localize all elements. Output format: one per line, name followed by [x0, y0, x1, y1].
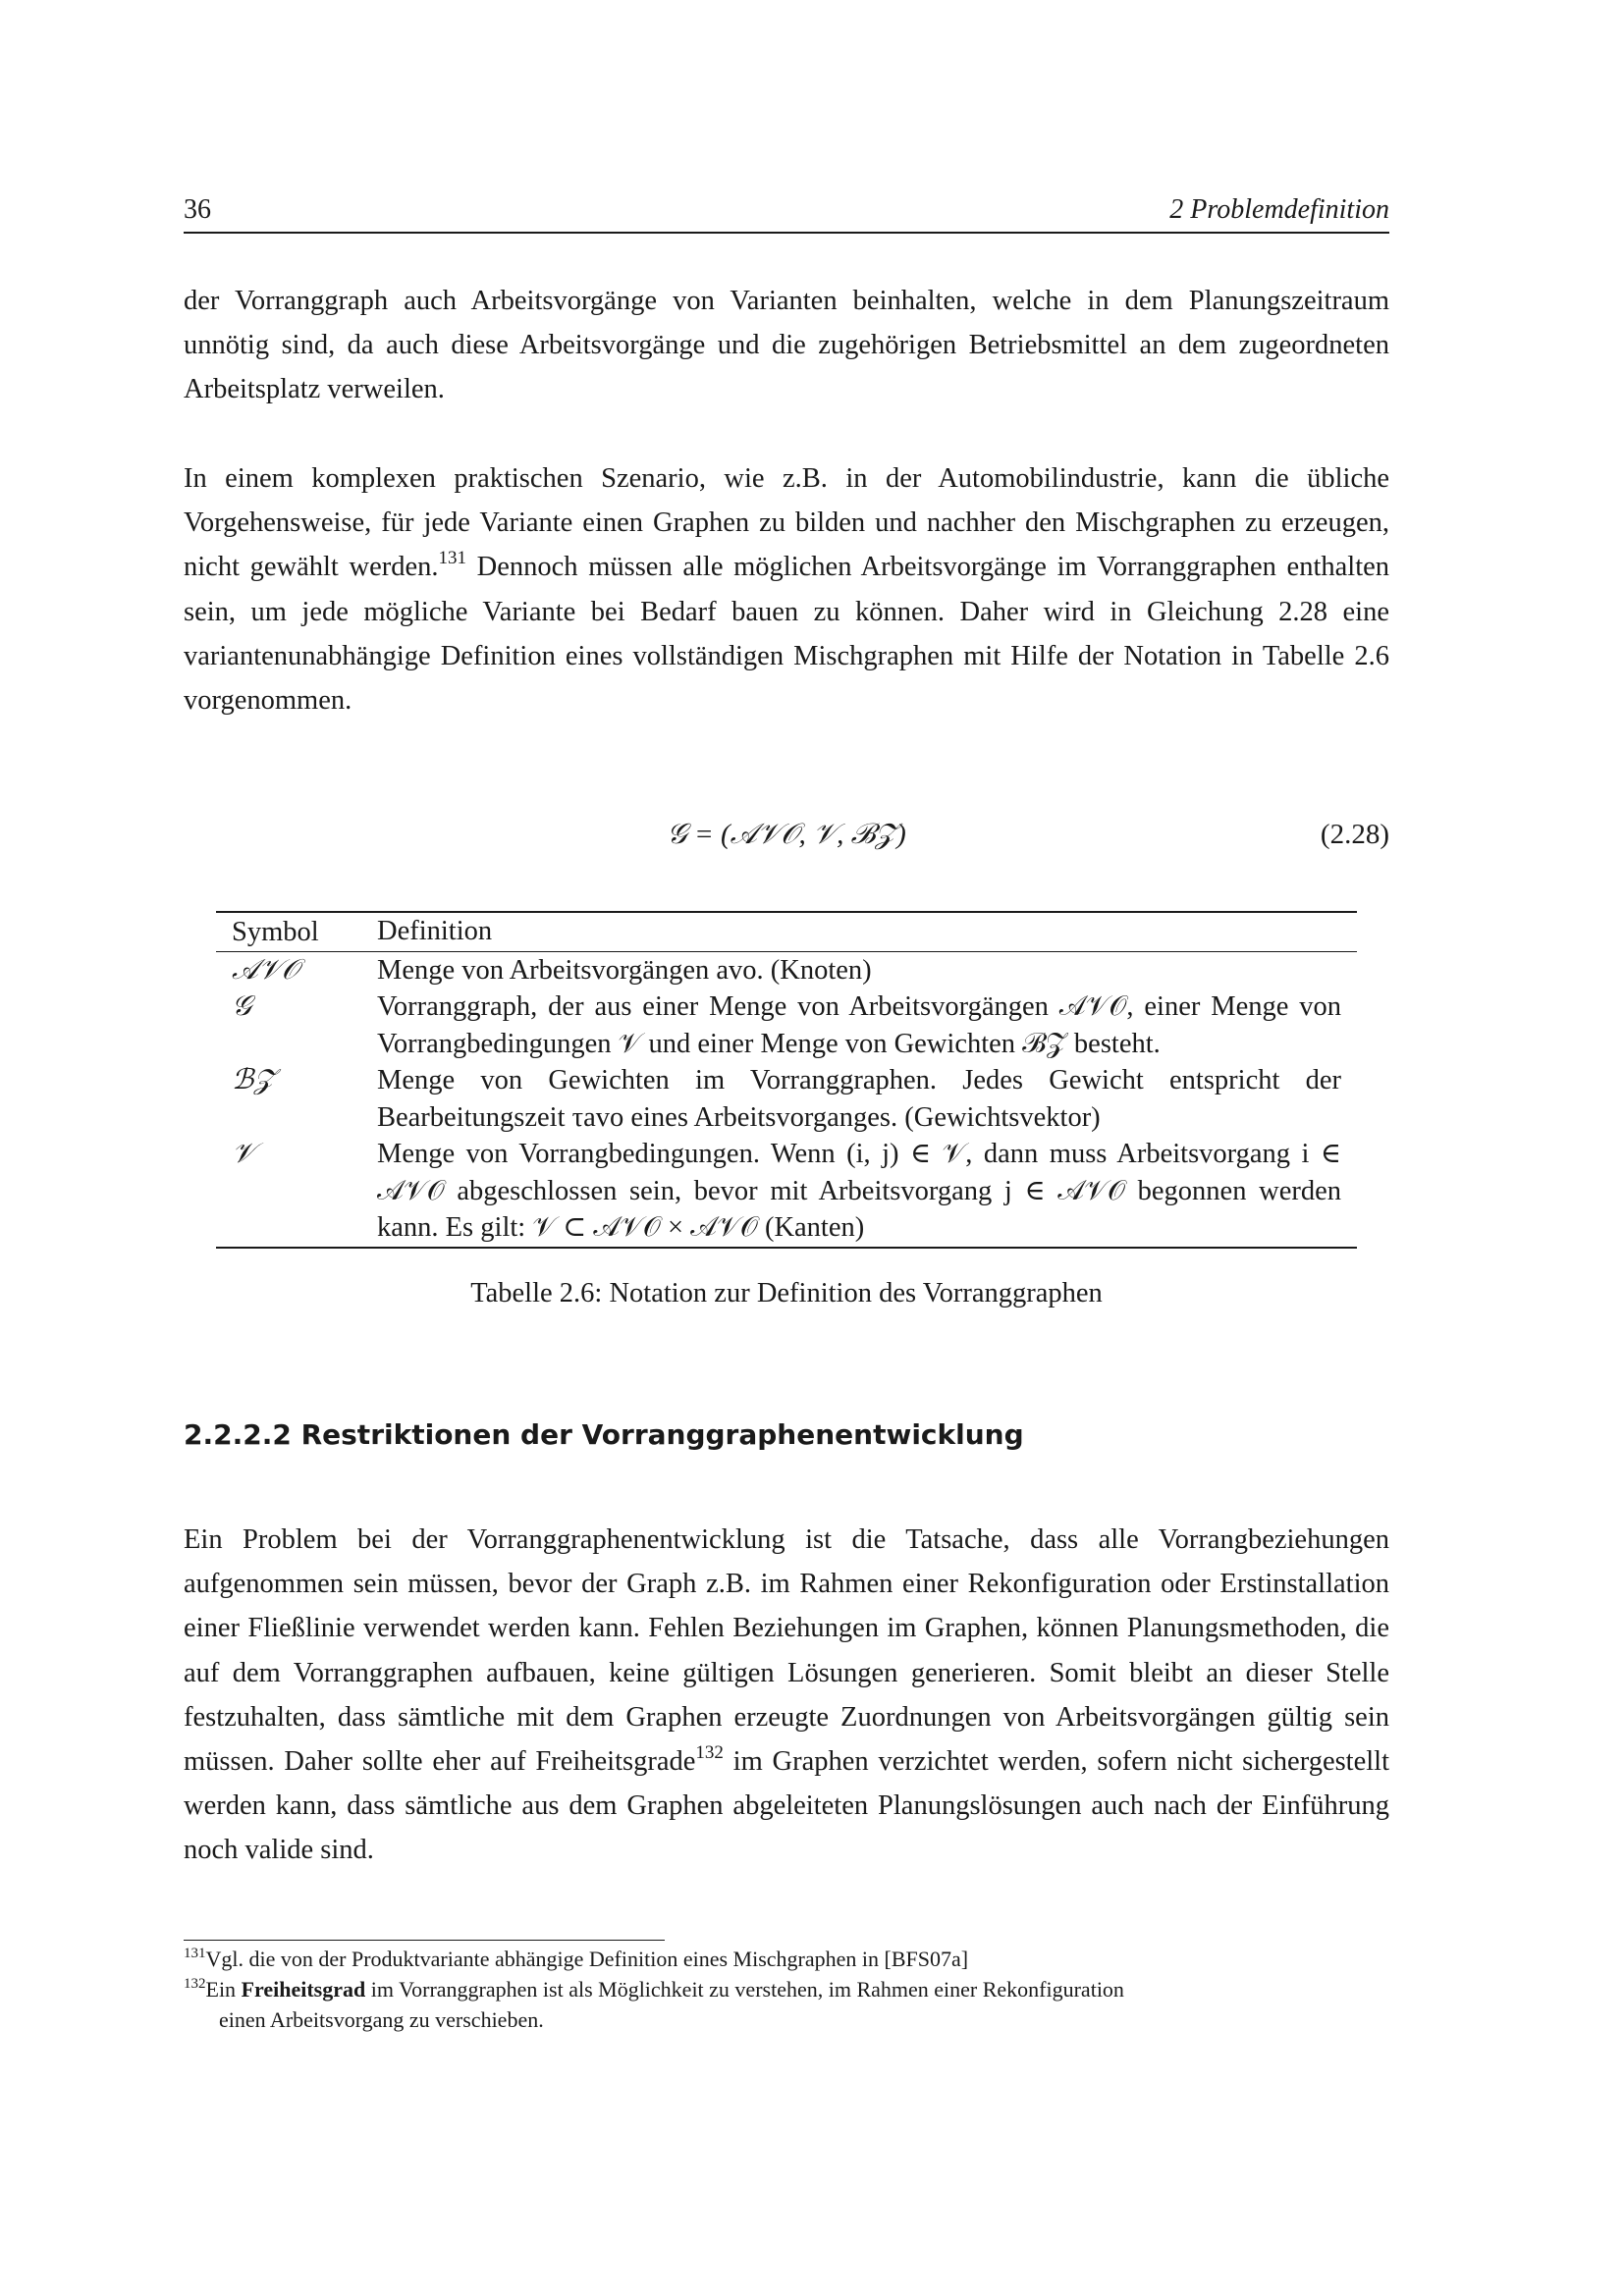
footnote-text-prefix: Ein [205, 1977, 242, 2002]
table-header-row [216, 912, 1357, 951]
footnote-text: im Vorranggraphen ist als Möglichkeit zu verstehen, im Rahmen einer Rekonfiguration [365, 1977, 1124, 2002]
equation-2-28 [184, 813, 1389, 856]
paragraph-scenario [184, 456, 1389, 722]
paragraph-continuation: der Vorranggraph auch Arbeitsvorgänge von Varianten beinhalten, welche in dem Planungszeitraum unnötig sind, da auch diese Arbeitsvorgänge und die zugehörigen Betriebsmittel an dem zugeordneten Arbeitsplatz verweilen. [184, 286, 1389, 405]
table-caption: Tabelle 2.6: Notation zur Definition des Vorranggraphen [470, 1278, 1103, 1308]
table-cell-symbol: 𝒢 [232, 991, 252, 1022]
paragraph-problem [184, 1518, 1389, 1873]
table-row [216, 1062, 1357, 1136]
page-header [184, 192, 1389, 234]
table-row [216, 1136, 1357, 1248]
footnote-text: Vgl. die von der Produktvariante abhängige Definition eines Mischgraphen in [BFS07a] [205, 1947, 969, 1971]
footnote-text-continuation: einen Arbeitsvorgang zu verschieben. [219, 2007, 544, 2032]
table-cell-symbol: 𝒱 [232, 1139, 255, 1169]
table-cell-symbol: 𝒜𝒱𝒪 [232, 954, 299, 986]
page-number: 36 [184, 194, 211, 225]
equation-formula: 𝒢 = (𝒜𝒱𝒪, 𝒱, ℬ𝒵) [667, 819, 906, 850]
paragraph-problem-part2: im Graphen verzichtet werden, sofern nicht sichergestellt werden kann, dass sämtliche aus dem Graphen abgeleiteten Planungslösungen auch nach der Einführung noch valide sind. [184, 1746, 1390, 1866]
table-row [216, 988, 1357, 1062]
paragraph-problem-part1: Ein Problem bei der Vorranggraphenentwicklung ist die Tatsache, dass alle Vorrangbeziehungen aufgenommen sein müssen, bevor der Graph z.B. im Rahmen einer Rekonfiguration oder Erstinstallation einer Fließlinie verwendet werden kann. Fehlen Beziehungen im Graphen, können Planungsmethoden, die auf dem Vorranggraphen aufbauen, keine gültigen Lösungen generieren. Somit bleibt an dieser Stelle festzuhalten, dass sämtliche mit dem Graphen erzeugte Zuordnungen von Arbeitsvorgängen gültig sein müssen. Daher sollte eher auf Freiheitsgrade [184, 1524, 1389, 1778]
footnote-131 [184, 1944, 1389, 1974]
footnote-ref-131[interactable]: 131 [438, 548, 467, 569]
notation-table [216, 911, 1357, 1249]
footnote-separator [184, 1940, 665, 1941]
paragraph-scenario-part2: Dennoch müssen alle möglichen Arbeitsvorgänge im Vorranggraphen enthalten sein, um jede mögliche Variante bei Bedarf bauen zu können. Daher wird in Gleichung 2.28 eine variantenunabhängige Definition eines vollständigen Mischgraphen mit Hilfe der Notation in Tabelle 2.6 vorgenommen. [184, 552, 1390, 717]
column-header-definition: Definition [377, 916, 493, 946]
table-cell-definition: Menge von Vorrangbedingungen. Wenn (i, j) ∈ 𝒱, dann muss Arbeitsvorgang i ∈ 𝒜𝒱𝒪 abgeschlossen sein, bevor mit Arbeitsvorgang j ∈ 𝒜𝒱𝒪 begonnen werden kann. Es gilt: 𝒱 ⊂ 𝒜𝒱𝒪 × 𝒜𝒱𝒪 (Kanten) [377, 1139, 1341, 1243]
footnote-132 [184, 1974, 1389, 2035]
table-cell-definition: Menge von Arbeitsvorgängen avo. (Knoten) [377, 954, 872, 986]
footnotes [184, 1944, 1389, 2035]
footnote-mark: 131 [184, 1946, 206, 1961]
section-heading: 2.2.2.2 Restriktionen der Vorranggraphenentwicklung [184, 1418, 1024, 1451]
footnote-ref-132[interactable]: 132 [695, 1742, 724, 1764]
table-cell-symbol: ℬ𝒵 [232, 1065, 276, 1095]
column-header-symbol: Symbol [232, 917, 319, 947]
paragraph-scenario-part1: In einem komplexen praktischen Szenario, wie z.B. in der Automobilindustrie, kann die übliche Vorgehensweise, für jede Variante einen Graphen zu bilden und nachher den Mischgraphen zu erzeugen, nicht gewählt werden. [184, 463, 1389, 583]
footnote-mark: 132 [184, 1976, 206, 1992]
footnote-term-bold: Freiheitsgrad [241, 1977, 366, 2002]
table-cell-definition: Vorranggraph, der aus einer Menge von Arbeitsvorgängen 𝒜𝒱𝒪, einer Menge von Vorrangbedingungen 𝒱 und einer Menge von Gewichten ℬ𝒵 besteht. [377, 991, 1341, 1059]
table-row [216, 951, 1357, 988]
equation-number: (2.28) [1320, 819, 1389, 850]
running-chapter-title: 2 Problemdefinition [1169, 194, 1389, 225]
table-cell-definition: Menge von Gewichten im Vorranggraphen. Jedes Gewicht entspricht der Bearbeitungszeit τavo eines Arbeitsvorganges. (Gewichtsvektor) [377, 1065, 1341, 1133]
